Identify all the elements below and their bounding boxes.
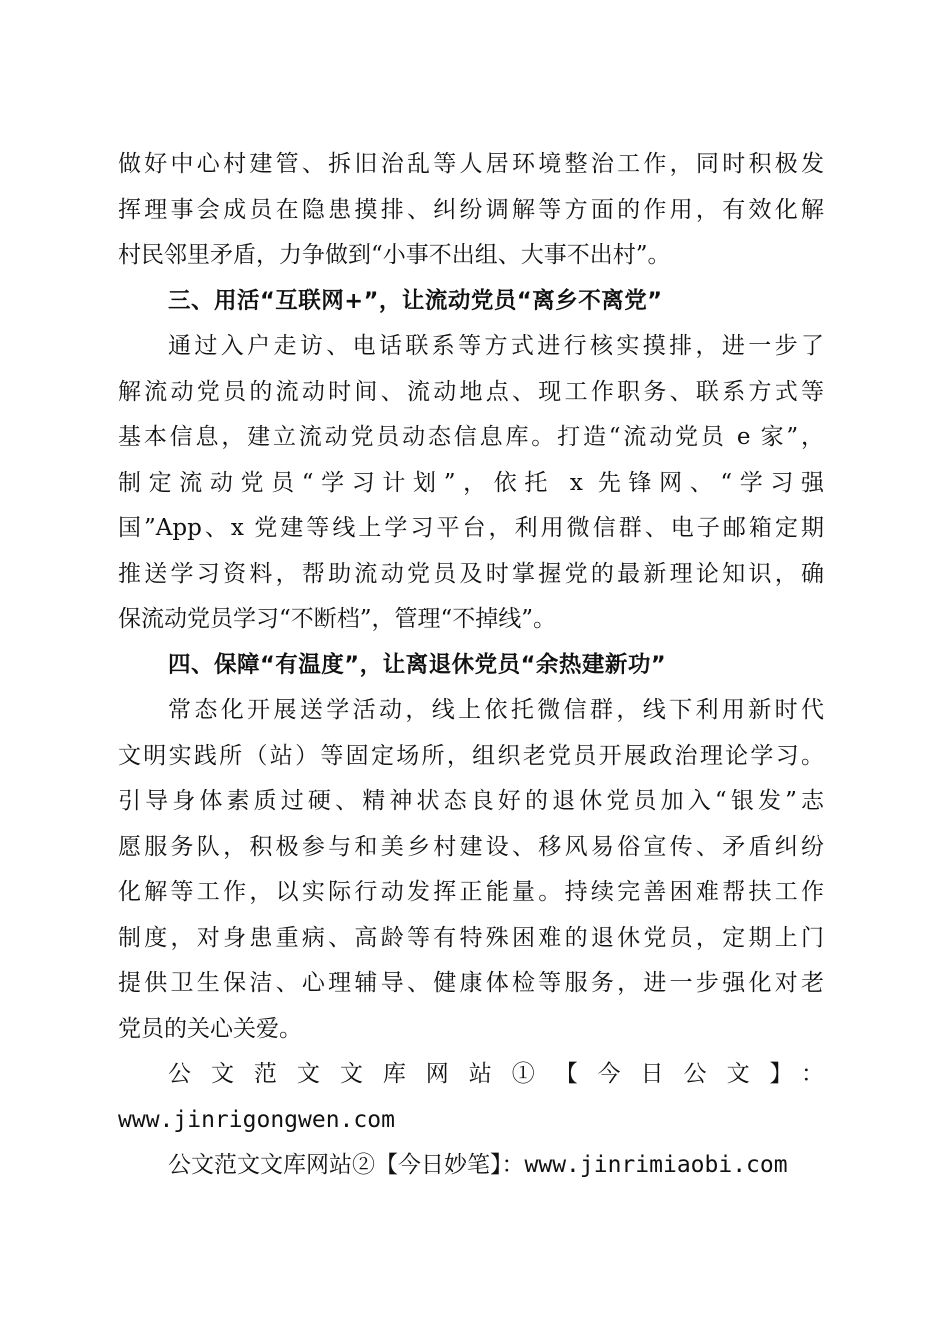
text-line: 做好中心村建管、拆旧治乱等人居环境整治工作，同时积极发 bbox=[118, 151, 824, 177]
section-heading-4: 四、保障“有温度”，让离退休党员“余热建新功” bbox=[168, 651, 667, 678]
text-line: 化解等工作，以实际行动发挥正能量。持续完善困难帮扶工作 bbox=[118, 879, 824, 905]
text-line: 村民邻里矛盾，力争做到“小事不出组、大事不出村”。 bbox=[118, 242, 671, 268]
footer-links bbox=[118, 1052, 824, 1189]
text-line: 解流动党员的流动时间、流动地点、现工作职务、联系方式等 bbox=[118, 378, 824, 405]
document-body bbox=[118, 142, 824, 1189]
site2-line bbox=[118, 1143, 824, 1189]
text-line: 提供卫生保洁、心理辅导、健康体检等服务，进一步强化对老 bbox=[118, 970, 824, 996]
text-line: 推送学习资料，帮助流动党员及时掌握党的最新理论知识，确 bbox=[118, 560, 824, 587]
site2-label: 公文范文文库网站②【今日妙笔】： bbox=[168, 1152, 525, 1178]
paragraph-mobile-members bbox=[118, 324, 824, 643]
paragraph-village-governance bbox=[118, 142, 824, 279]
text-line: 挥理事会成员在隐患摸排、纠纷调解等方面的作用，有效化解 bbox=[118, 196, 824, 223]
paragraph-retired-members bbox=[118, 688, 824, 1052]
site2-url-link[interactable]: www.jinrimiaobi.com bbox=[524, 1152, 788, 1178]
text-line: 基本信息，建立流动党员动态信息库。打造“流动党员 e 家”， bbox=[118, 424, 824, 450]
text-line: 常态化开展送学活动，线上依托微信群，线下利用新时代 bbox=[168, 697, 824, 723]
text-line: 通过入户走访、电话联系等方式进行核实摸排，进一步了 bbox=[168, 333, 824, 359]
text-line: 制定流动党员“学习计划”，依托 x 先锋网、“学习强 bbox=[118, 469, 824, 496]
text-line: 引导身体素质过硬、精神状态良好的退休党员加入“银发”志 bbox=[118, 788, 824, 814]
section-heading-3: 三、用活“互联网+”，让流动党员“离乡不离党” bbox=[168, 287, 663, 314]
text-line: 保流动党员学习“不断档”，管理“不掉线”。 bbox=[118, 606, 557, 632]
site1-url-link[interactable]: www.jinrigongwen.com bbox=[118, 1106, 395, 1133]
site1-label: 公文范文文库网站①【今日公文】： bbox=[168, 1061, 824, 1087]
text-line: 党员的关心关爱。 bbox=[118, 1015, 302, 1042]
text-line: 愿服务队，积极参与和美乡村建设、移风易俗宣传、矛盾纠纷 bbox=[118, 833, 824, 860]
text-line: 国”App、x 党建等线上学习平台，利用微信群、电子邮箱定期 bbox=[118, 515, 824, 541]
text-line: 制度，对身患重病、高龄等有特殊困难的退休党员，定期上门 bbox=[118, 924, 824, 951]
text-line: 文明实践所（站）等固定场所，组织老党员开展政治理论学习。 bbox=[118, 742, 824, 769]
